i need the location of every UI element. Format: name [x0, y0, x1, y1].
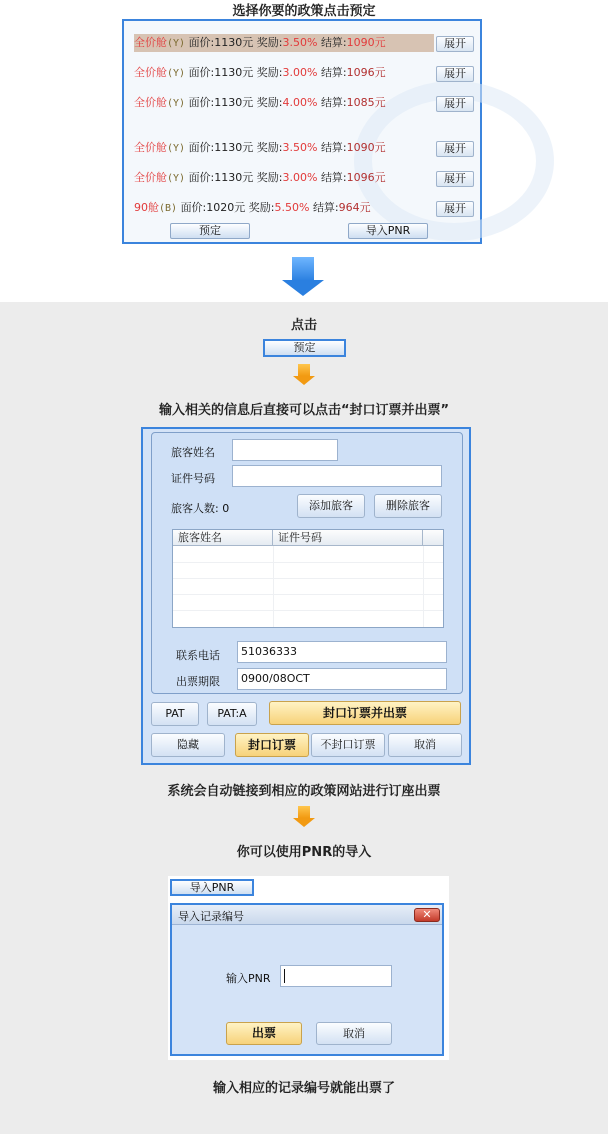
pnr-input[interactable]: [280, 965, 392, 987]
dialog-titlebar: [172, 905, 442, 925]
passenger-name-label: 旅客姓名: [171, 446, 215, 459]
down-arrow-head-icon: [282, 280, 324, 296]
column-id-number[interactable]: 证件号码: [273, 530, 423, 546]
table-row: [173, 610, 443, 611]
id-number-input[interactable]: [232, 465, 442, 487]
expand-button[interactable]: 展开: [436, 141, 474, 157]
passenger-count-label: 旅客人数: 0: [171, 502, 230, 515]
phone-label: 联系电话: [176, 649, 220, 662]
hide-button[interactable]: 隐藏: [151, 733, 225, 757]
column-divider: [423, 546, 424, 627]
passenger-table[interactable]: [172, 529, 444, 628]
column-passenger-name[interactable]: 旅客姓名: [173, 530, 273, 546]
expand-button[interactable]: 展开: [436, 36, 474, 52]
expand-button[interactable]: 展开: [436, 171, 474, 187]
down-arrow-head-icon: [293, 818, 315, 827]
seal-and-issue-button[interactable]: 封口订票并出票: [269, 701, 461, 725]
policy-row[interactable]: 全价舱(Y) 面价:1130元 奖励:3.50% 结算:1090元: [134, 141, 386, 154]
table-row: [173, 578, 443, 579]
step3-heading: 你可以使用PNR的导入: [236, 845, 372, 860]
table-row: [173, 562, 443, 563]
delete-passenger-button[interactable]: 删除旅客: [374, 494, 442, 518]
column-divider: [273, 546, 274, 627]
book-button[interactable]: 预定: [170, 223, 250, 239]
passenger-info-group: [151, 432, 463, 694]
seal-booking-button[interactable]: 封口订票: [235, 733, 309, 757]
passenger-name-input[interactable]: [232, 439, 338, 461]
policy-row[interactable]: 90舱(B) 面价:1020元 奖励:5.50% 结算:964元: [134, 201, 371, 214]
policy-list-panel: [122, 19, 482, 244]
unsealed-booking-button[interactable]: 不封口订票: [311, 733, 385, 757]
id-number-label: 证件号码: [171, 472, 215, 485]
pat-button[interactable]: PAT: [151, 702, 199, 726]
import-pnr-button-example[interactable]: 导入PNR: [170, 879, 254, 896]
import-record-dialog: [170, 903, 444, 1056]
policy-row[interactable]: 全价舱(Y) 面价:1130元 奖励:4.00% 结算:1085元: [134, 96, 386, 109]
table-header: [173, 530, 443, 546]
policy-row[interactable]: 全价舱(Y) 面价:1130元 奖励:3.00% 结算:1096元: [134, 66, 386, 79]
down-arrow-icon: [298, 364, 310, 376]
expand-button[interactable]: 展开: [436, 201, 474, 217]
deadline-input[interactable]: 0900/08OCT: [237, 668, 447, 690]
step3-caption: 系统会自动链接到相应的政策网站进行订座出票: [167, 784, 441, 799]
issue-ticket-button[interactable]: 出票: [226, 1022, 302, 1045]
issue-ticket-form: [141, 427, 471, 765]
dialog-cancel-button[interactable]: 取消: [316, 1022, 392, 1045]
close-icon[interactable]: ✕: [414, 908, 440, 922]
deadline-label: 出票期限: [176, 675, 220, 688]
expand-button[interactable]: 展开: [436, 66, 474, 82]
table-row: [173, 594, 443, 595]
add-passenger-button[interactable]: 添加旅客: [297, 494, 365, 518]
policy-row[interactable]: 全价舱(Y) 面价:1130元 奖励:3.00% 结算:1096元: [134, 171, 386, 184]
down-arrow-icon: [298, 806, 310, 818]
dialog-title: 导入记录编号: [178, 910, 244, 923]
cancel-button[interactable]: 取消: [388, 733, 462, 757]
policy-row[interactable]: 全价舱(Y) 面价:1130元 奖励:3.50% 结算:1090元: [134, 34, 434, 52]
text-cursor: [284, 969, 285, 983]
down-arrow-head-icon: [293, 376, 315, 385]
down-arrow-icon: [292, 257, 314, 281]
import-pnr-button[interactable]: 导入PNR: [348, 223, 428, 239]
pnr-label: 输入PNR: [226, 972, 271, 985]
pat-a-button[interactable]: PAT:A: [207, 702, 257, 726]
step1-heading: 选择你要的政策点击预定: [232, 4, 376, 19]
footer-caption: 输入相应的记录编号就能出票了: [212, 1081, 395, 1096]
phone-input[interactable]: 51036333: [237, 641, 447, 663]
book-button-example[interactable]: 预定: [263, 339, 346, 357]
expand-button[interactable]: 展开: [436, 96, 474, 112]
step2-heading: 点击: [290, 318, 317, 333]
step2-subheading: 输入相关的信息后直接可以点击“封口订票并出票”: [158, 403, 450, 418]
